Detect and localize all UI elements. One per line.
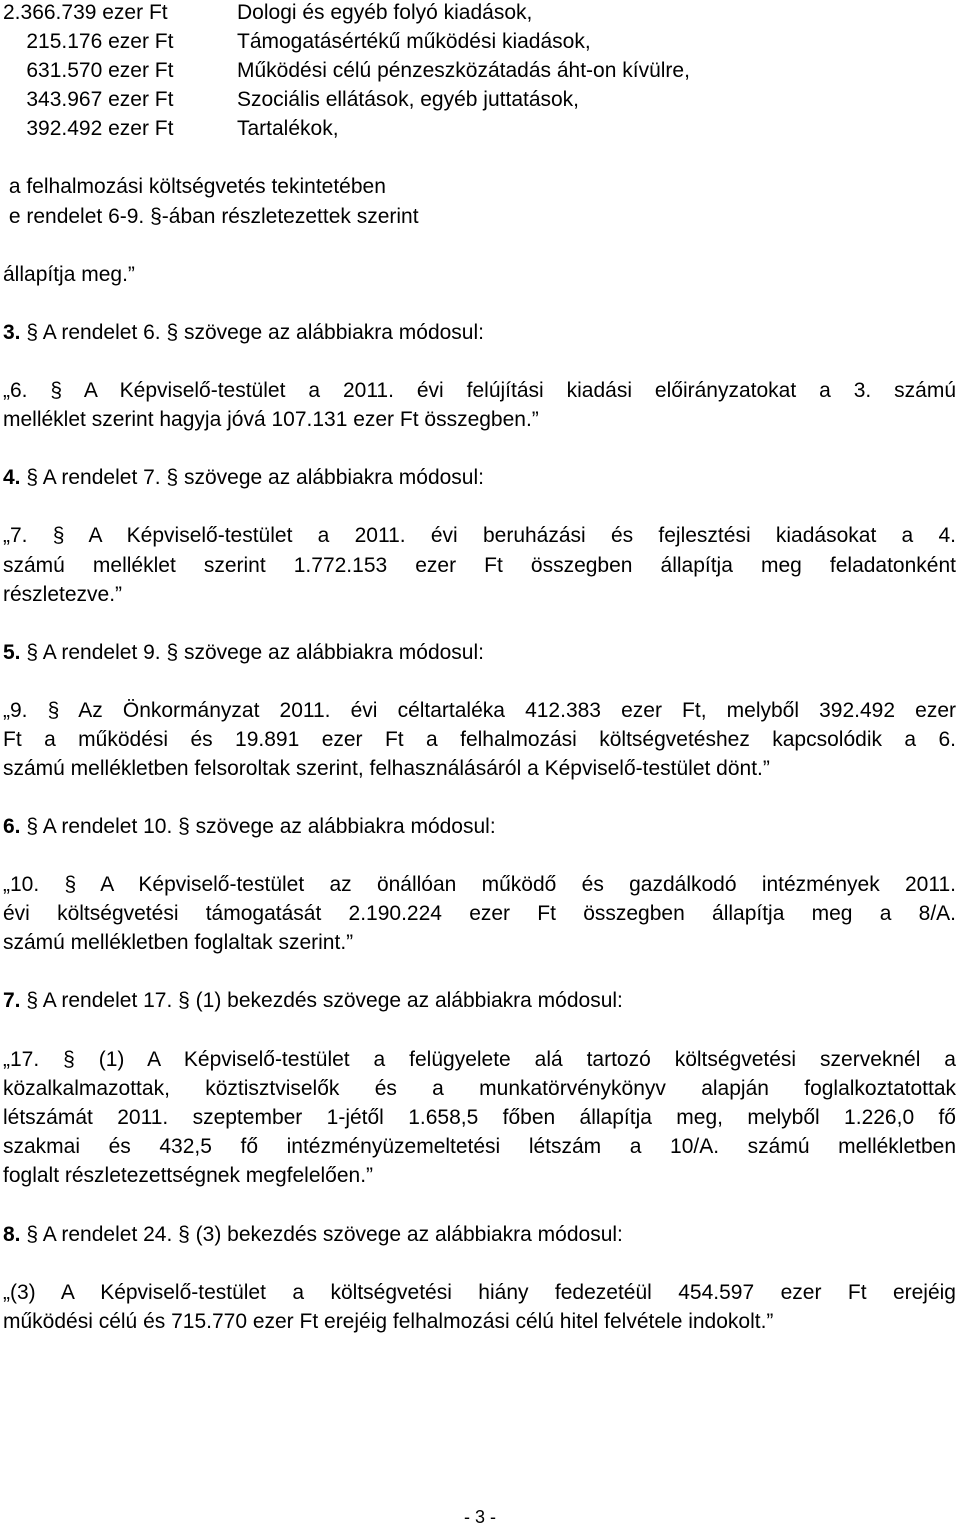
list-amount: 343.967 ezer Ft (3, 88, 174, 111)
section-heading (3, 465, 484, 491)
section-body-line: „7. § A Képviselő-testület a 2011. évi beruházási és fejlesztési kiadásokat a 4. (3, 524, 956, 547)
section-body-line: számú mellékletben felsoroltak szerint, felhasználásáról a Képviselő-testület dönt.” (3, 757, 770, 780)
section-body-line: foglalt részletezettségnek megfelelően.” (3, 1164, 374, 1187)
section-body-line: évi költségvetési támogatását 2.190.224 ezer Ft összegben állapítja meg a 8/A. (3, 902, 956, 925)
section-body-line: Ft a működési és 19.891 ezer Ft a felhalmozási költségvetéshez kapcsolódik a 6. (3, 728, 956, 751)
section-heading (3, 814, 496, 840)
section-heading-text: § A rendelet 24. § (3) bekezdés szövege az alábbiakra módosul: (20, 1223, 623, 1246)
list-amount: 392.492 ezer Ft (3, 117, 174, 140)
list-amount: 631.570 ezer Ft (3, 59, 174, 82)
section-heading (3, 640, 484, 666)
section-body-line: „17. § (1) A Képviselő-testület a felügyelete alá tartozó költségvetési szerveknél a (3, 1048, 956, 1071)
section-body-line: számú melléklet szerint 1.772.153 ezer Ft összegben állapítja meg feladatonként (3, 554, 956, 577)
section-body-line: létszámát 2011. szeptember 1-jétől 1.658,5 főben állapítja meg, melyből 1.226,0 fő (3, 1106, 956, 1129)
list-amount: 2.366.739 ezer Ft (3, 1, 168, 24)
closing-line: állapítja meg.” (3, 263, 135, 286)
section-number: 6. (3, 815, 21, 838)
section-body-line: szakmai és 432,5 fő intézményüzemeltetési létszám a 10/A. számú mellékletben (3, 1135, 956, 1158)
section-heading-text: § A rendelet 7. § szövege az alábbiakra módosul: (20, 466, 484, 489)
section-heading (3, 320, 484, 346)
section-heading (3, 1222, 623, 1248)
list-item (3, 0, 532, 26)
section-body-line: melléklet szerint hagyja jóvá 107.131 ezer Ft összegben.” (3, 408, 539, 431)
list-label: Dologi és egyéb folyó kiadások, (237, 1, 533, 24)
list-label: Tartalékok, (237, 117, 339, 140)
section-body-line: „9. § Az Önkormányzat 2011. évi céltartaléka 412.383 ezer Ft, melyből 392.492 ezer (3, 699, 956, 722)
section-body-line: „6. § A Képviselő-testület a 2011. évi felújítási kiadási előirányzatokat a 3. számú (3, 379, 956, 402)
intro-line: e rendelet 6-9. §-ában részletezettek szerint (3, 205, 419, 228)
intro-line: a felhalmozási költségvetés tekintetében (3, 175, 386, 198)
section-number: 7. (3, 989, 21, 1012)
section-body-line: részletezve.” (3, 583, 123, 606)
section-heading (3, 988, 623, 1014)
section-body-line: működési célú és 715.770 ezer Ft erejéig felhalmozási célú hitel felvétele indokolt.” (3, 1310, 774, 1333)
list-label: Szociális ellátások, egyéb juttatások, (237, 88, 580, 111)
section-number: 4. (3, 466, 21, 489)
section-body-line: „10. § A Képviselő-testület az önállóan működő és gazdálkodó intézmények 2011. (3, 873, 956, 896)
section-body-line: „(3) A Képviselő-testület a költségvetési hiány fedezetéül 454.597 ezer Ft erejéig (3, 1281, 956, 1304)
section-body-line: közalkalmazottak, köztisztviselők és a munkatörvénykönyv alapján foglalkoztatottak (3, 1077, 956, 1100)
section-number: 3. (3, 321, 21, 344)
list-item (3, 29, 591, 55)
list-item (3, 116, 339, 142)
section-heading-text: § A rendelet 10. § szövege az alábbiakra módosul: (20, 815, 496, 838)
list-amount: 215.176 ezer Ft (3, 30, 174, 53)
section-number: 8. (3, 1223, 21, 1246)
list-label: Támogatásértékű működési kiadások, (237, 30, 591, 53)
section-heading-text: § A rendelet 9. § szövege az alábbiakra módosul: (20, 641, 484, 664)
list-label: Működési célú pénzeszközátadás áht-on kívülre, (237, 59, 690, 82)
page-number: - 3 - (463, 1507, 496, 1527)
section-body-line: számú mellékletben foglaltak szerint.” (3, 931, 354, 954)
list-item (3, 58, 690, 84)
section-heading-text: § A rendelet 17. § (1) bekezdés szövege az alábbiakra módosul: (20, 989, 623, 1012)
list-item (3, 87, 579, 113)
section-heading-text: § A rendelet 6. § szövege az alábbiakra módosul: (20, 321, 484, 344)
section-number: 5. (3, 641, 21, 664)
